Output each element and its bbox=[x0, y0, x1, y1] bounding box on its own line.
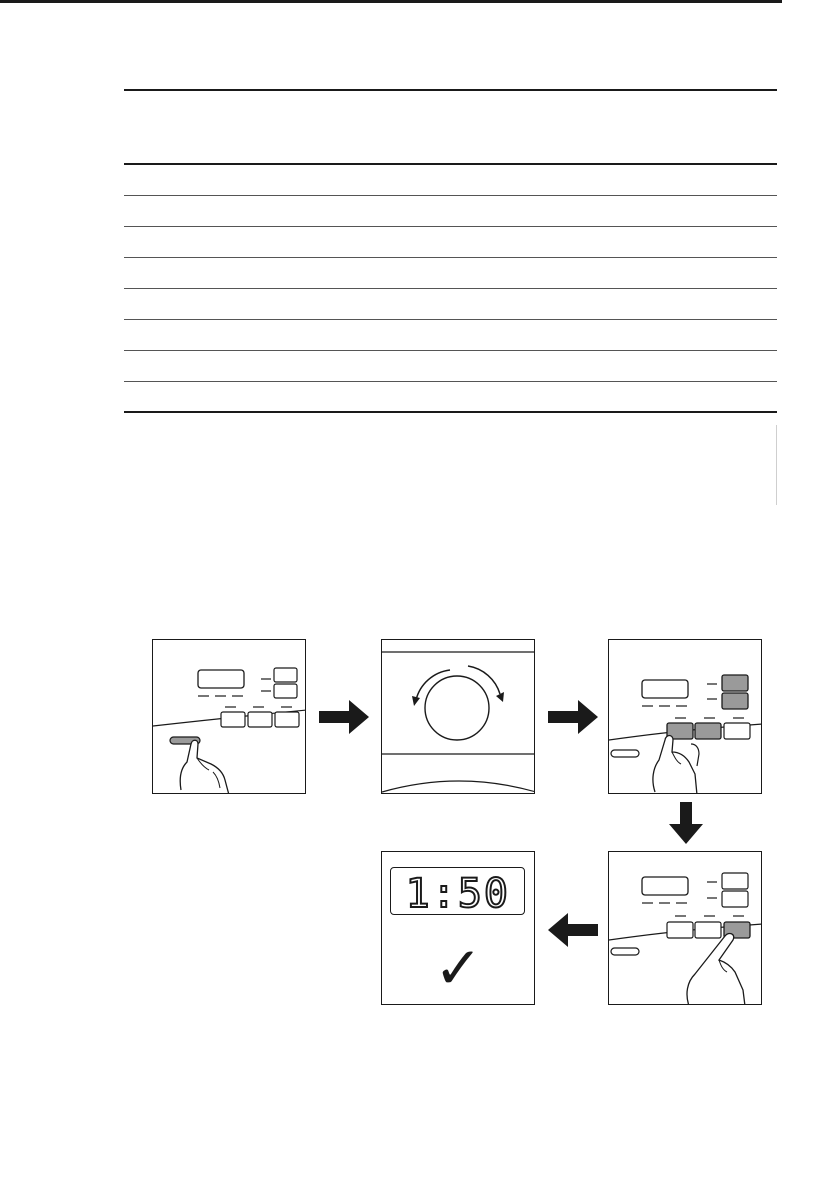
step-3-select-options-panel bbox=[608, 639, 762, 794]
confirm-check-icon: ✓ bbox=[434, 934, 483, 1002]
step-2-turn-knob-panel bbox=[381, 639, 535, 794]
step-4-press-start-panel bbox=[608, 851, 762, 1005]
arrow-down-icon bbox=[669, 802, 703, 844]
table-row bbox=[124, 258, 777, 289]
table-row bbox=[124, 165, 777, 196]
start-button-illustration bbox=[609, 852, 762, 1005]
table-row bbox=[124, 320, 777, 351]
arrow-right-icon bbox=[319, 700, 369, 734]
programme-knob-illustration bbox=[382, 640, 535, 794]
table-row bbox=[124, 289, 777, 320]
option-buttons-illustration bbox=[609, 640, 762, 794]
step-1-press-on-off-panel bbox=[152, 639, 306, 794]
top-rule bbox=[0, 0, 782, 3]
margin-rule bbox=[776, 425, 777, 505]
arrow-left-icon bbox=[548, 913, 598, 947]
table-row bbox=[124, 227, 777, 258]
table-header-row bbox=[124, 89, 777, 165]
table-row bbox=[124, 196, 777, 227]
table-row bbox=[124, 382, 777, 413]
data-table bbox=[124, 89, 777, 413]
remaining-time-readout: 1:50 bbox=[405, 871, 510, 917]
step-5-display-panel bbox=[381, 851, 535, 1005]
arrow-right-icon bbox=[548, 700, 598, 734]
lcd-display bbox=[390, 867, 525, 915]
control-panel-illustration bbox=[153, 640, 306, 794]
table-row bbox=[124, 351, 777, 382]
